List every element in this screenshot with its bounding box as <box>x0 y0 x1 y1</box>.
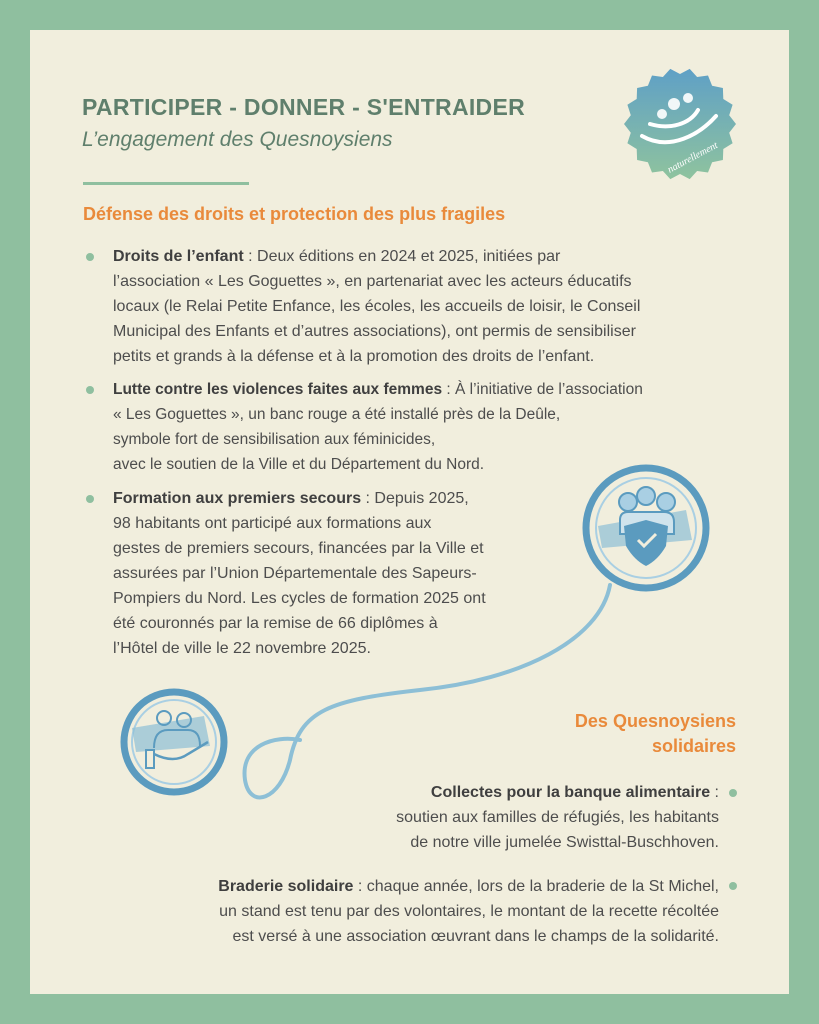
text-line: « Les Goguettes », un banc rouge a été installé près de la Deûle, <box>113 406 561 423</box>
bullet-dot <box>86 386 94 394</box>
title-divider <box>83 182 249 185</box>
section-title-line: solidaires <box>651 736 736 756</box>
bullet-dot <box>86 253 94 261</box>
text-line: : Depuis 2025, <box>361 490 469 507</box>
naturellement-badge <box>624 69 736 179</box>
item-violence <box>113 377 643 477</box>
bullet-dot <box>729 789 737 797</box>
text-line: : chaque année, lors de la braderie de la St Michel, <box>353 878 719 895</box>
text-line: soutien aux familles de réfugiés, les habitants <box>396 809 719 826</box>
item-heading: Formation aux premiers secours <box>113 490 362 507</box>
text-line: Municipal des Enfants et d’autres associations), ont permis de sensibiliser <box>113 323 636 340</box>
item-braderie <box>218 874 719 949</box>
text-line: gestes de premiers secours, financées par la Ville et <box>113 540 484 557</box>
text-line: locaux (le Relai Petite Enfance, les écoles, les accueils de loisir, le Conseil <box>113 298 641 315</box>
item-heading: Lutte contre les violences faites aux femmes <box>113 381 443 398</box>
text-line: : Deux éditions en 2024 et 2025, initiées par <box>243 248 561 265</box>
item-heading: Collectes pour la banque alimentaire <box>430 784 711 801</box>
bullet-dot <box>729 882 737 890</box>
item-heading: Braderie solidaire <box>218 878 354 895</box>
text-line: 98 habitants ont participé aux formations aux <box>113 515 432 532</box>
text-line: de notre ville jumelée Swisttal-Buschhoven. <box>410 834 719 851</box>
item-heading: Droits de l’enfant <box>113 248 244 265</box>
text-line: assurées par l’Union Départementale des Sapeurs- <box>113 565 477 582</box>
helping-hand-icon <box>124 692 224 792</box>
item-first-aid <box>113 486 486 661</box>
section-title-solidarity <box>575 709 736 759</box>
group-shield-icon <box>586 468 706 588</box>
text-line: l’association « Les Goguettes », en partenariat avec les acteurs éducatifs <box>113 273 632 290</box>
item-food-bank <box>396 780 719 855</box>
page-subtitle: L’engagement des Quesnoysiens <box>82 128 393 151</box>
text-line: un stand est tenu par des volontaires, le montant de la recette récoltée <box>219 903 719 920</box>
item-child-rights <box>113 244 640 369</box>
section-title-line: Des Quesnoysiens <box>574 711 736 731</box>
text-line: : À l’initiative de l’association <box>442 381 643 398</box>
text-line: Pompiers du Nord. Les cycles de formation 2025 ont <box>113 590 486 607</box>
badge-label: naturellement <box>665 139 720 176</box>
bullet-dot <box>86 495 94 503</box>
page-title: PARTICIPER - DONNER - S'ENTRAIDER <box>82 94 526 120</box>
text-line: : <box>710 784 719 801</box>
text-line: symbole fort de sensibilisation aux féminicides, <box>113 431 436 448</box>
text-line: l’Hôtel de ville le 22 novembre 2025. <box>113 640 371 657</box>
text-line: est versé à une association œuvrant dans le champs de la solidarité. <box>232 928 719 945</box>
section-title-rights: Défense des droits et protection des plus fragiles <box>83 204 506 224</box>
text-line: avec le soutien de la Ville et du Département du Nord. <box>113 456 485 473</box>
text-line: petits et grands à la défense et à la promotion des droits de l’enfant. <box>113 348 595 365</box>
text-line: été couronnés par la remise de 66 diplômes à <box>113 615 438 632</box>
